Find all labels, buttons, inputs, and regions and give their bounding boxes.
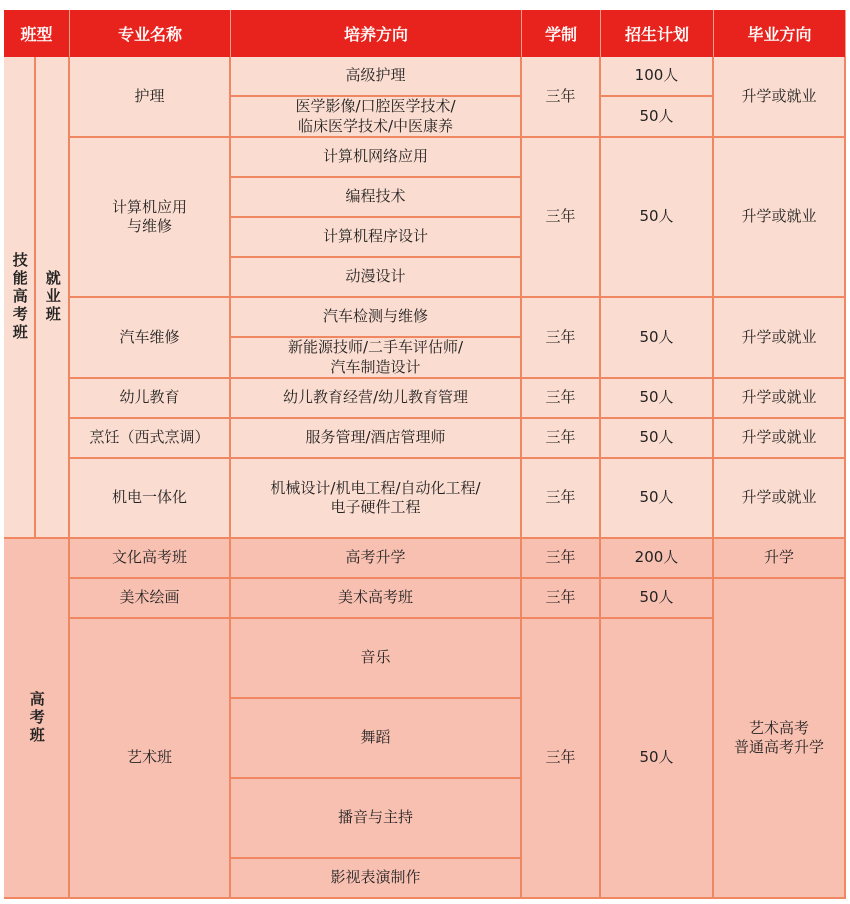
direction-preschool-1: 幼儿教育经营/幼儿教育管理	[231, 379, 522, 419]
major-nursing: 护理	[70, 57, 231, 138]
duration-computer: 三年	[522, 138, 601, 298]
group-skill-exam: 技能高考班	[4, 57, 36, 539]
group-college-exam: 高考班	[4, 539, 70, 899]
major-cooking: 烹饪（西式烹调）	[70, 419, 231, 459]
major-computer: 计算机应用 与维修	[70, 138, 231, 298]
direction-auto-1: 汽车检测与维修	[231, 298, 522, 338]
major-auto: 汽车维修	[70, 298, 231, 379]
header-graduate: 毕业方向	[714, 10, 846, 57]
direction-art-1: 音乐	[231, 619, 522, 699]
plan-nursing-1: 100人	[601, 57, 714, 97]
enrollment-table	[4, 10, 846, 899]
graduate-culture: 升学	[714, 539, 846, 579]
graduate-auto: 升学或就业	[714, 298, 846, 379]
major-art-painting: 美术绘画	[70, 579, 231, 619]
graduate-nursing: 升学或就业	[714, 57, 846, 138]
plan-art-painting: 50人	[601, 579, 714, 619]
plan-culture: 200人	[601, 539, 714, 579]
plan-cooking: 50人	[601, 419, 714, 459]
graduate-art: 艺术高考 普通高考升学	[714, 579, 846, 899]
direction-art-3: 播音与主持	[231, 779, 522, 859]
plan-art-class: 50人	[601, 619, 714, 899]
header-plan: 招生计划	[601, 10, 714, 57]
plan-preschool: 50人	[601, 379, 714, 419]
duration-nursing: 三年	[522, 57, 601, 138]
graduate-mechatronics: 升学或就业	[714, 459, 846, 539]
major-art-class: 艺术班	[70, 619, 231, 899]
graduate-preschool: 升学或就业	[714, 379, 846, 419]
graduate-cooking: 升学或就业	[714, 419, 846, 459]
plan-auto: 50人	[601, 298, 714, 379]
direction-computer-1: 计算机网络应用	[231, 138, 522, 178]
duration-auto: 三年	[522, 298, 601, 379]
direction-mechatronics-1: 机械设计/机电工程/自动化工程/ 电子硬件工程	[231, 459, 522, 539]
direction-art-4: 影视表演制作	[231, 859, 522, 899]
header-duration: 学制	[522, 10, 601, 57]
plan-mechatronics: 50人	[601, 459, 714, 539]
direction-art-painting-1: 美术高考班	[231, 579, 522, 619]
major-mechatronics: 机电一体化	[70, 459, 231, 539]
direction-computer-4: 动漫设计	[231, 258, 522, 298]
direction-art-2: 舞蹈	[231, 699, 522, 779]
direction-culture-1: 高考升学	[231, 539, 522, 579]
direction-nursing-2: 医学影像/口腔医学技术/ 临床医学技术/中医康养	[231, 97, 522, 138]
header-major: 专业名称	[70, 10, 231, 57]
direction-cooking-1: 服务管理/酒店管理师	[231, 419, 522, 459]
duration-mechatronics: 三年	[522, 459, 601, 539]
direction-computer-2: 编程技术	[231, 178, 522, 218]
graduate-computer: 升学或就业	[714, 138, 846, 298]
duration-cooking: 三年	[522, 419, 601, 459]
direction-computer-3: 计算机程序设计	[231, 218, 522, 258]
major-preschool: 幼儿教育	[70, 379, 231, 419]
group-employment: 就业班	[36, 57, 70, 539]
direction-auto-2: 新能源技师/二手车评估师/ 汽车制造设计	[231, 338, 522, 379]
plan-nursing-2: 50人	[601, 97, 714, 138]
direction-nursing-1: 高级护理	[231, 57, 522, 97]
duration-culture: 三年	[522, 539, 601, 579]
duration-art-painting: 三年	[522, 579, 601, 619]
duration-preschool: 三年	[522, 379, 601, 419]
plan-computer: 50人	[601, 138, 714, 298]
header-direction: 培养方向	[231, 10, 522, 57]
major-culture: 文化高考班	[70, 539, 231, 579]
duration-art-class: 三年	[522, 619, 601, 899]
header-class-type: 班型	[4, 10, 70, 57]
